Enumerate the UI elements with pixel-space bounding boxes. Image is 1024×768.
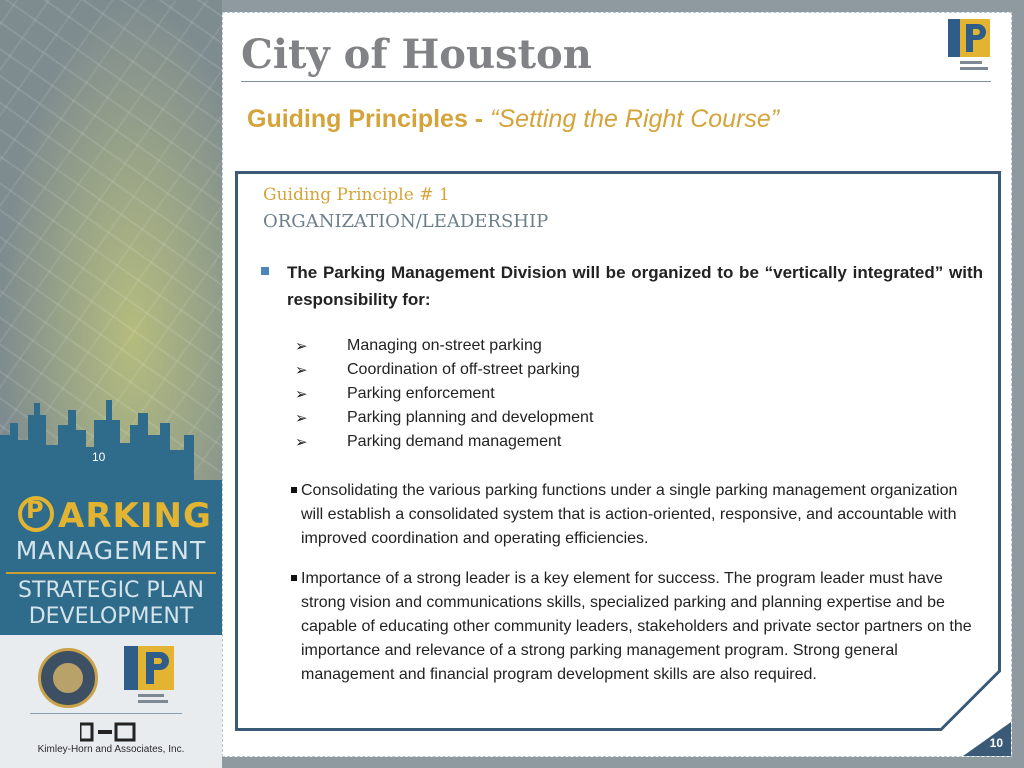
square-bullet-icon	[291, 487, 297, 493]
strategic-plan-brand-band	[0, 480, 222, 635]
consultant-name: Kimley-Horn and Associates, Inc.	[37, 744, 185, 755]
sidebar-artwork	[0, 0, 222, 768]
sidebar-page-number: 10	[92, 450, 106, 464]
city-seal-center	[51, 661, 85, 695]
kimley-horn-logo-icon	[80, 722, 136, 742]
square-bullet-icon	[291, 575, 297, 581]
list-item: ➢ Managing on-street parking	[295, 337, 542, 355]
consolidation-paragraph: Consolidating the various parking functions under a single parking management organization will establish a consolidated system that is action-oriented, responsive, and accountable with improved coordination and operating efficiencies.	[291, 479, 981, 551]
arrow-bullet-icon: ➢	[295, 386, 308, 403]
principle-name: ORGANIZATION/LEADERSHIP	[263, 211, 549, 232]
arrow-bullet-icon: ➢	[295, 410, 308, 427]
square-bullet-icon	[261, 267, 269, 275]
brand-word-management: MANAGEMENT	[15, 536, 207, 565]
brand-word-strategic-plan: STRATEGIC PLAN	[18, 578, 204, 603]
brand-word-development: DEVELOPMENT	[28, 604, 194, 629]
main-point	[261, 259, 983, 313]
arrow-bullet-icon: ➢	[295, 434, 308, 451]
arrow-bullet-icon: ➢	[295, 338, 308, 355]
page-title: City of Houston	[241, 31, 592, 78]
city-seal-icon	[38, 648, 98, 708]
city-parking-logo-small-icon	[124, 646, 176, 706]
skyline-silhouette	[0, 395, 222, 485]
brand-divider	[6, 572, 216, 574]
brand-words-strategic-plan	[0, 578, 222, 630]
list-item: ➢ Parking planning and development	[295, 409, 594, 427]
subtitle-main: Guiding Principles -	[247, 105, 491, 133]
parking-p-letter: P	[26, 496, 44, 524]
leadership-paragraph: Importance of a strong leader is a key element for success. The program leader must have strong vision and communications skills, specialized parking and planning expertise and be capable of educating other community leaders, stakeholders and private sector partners on the importance and relevance of a strong parking management program. Strong general management and financial program development skills are also required.	[291, 567, 981, 687]
sidebar-divider	[30, 713, 182, 714]
principle-number: Guiding Principle # 1	[263, 185, 450, 205]
list-item: ➢ Parking enforcement	[295, 385, 495, 403]
list-item: ➢ Parking demand management	[295, 433, 562, 451]
arrow-bullet-icon: ➢	[295, 362, 308, 379]
principle-content-box	[235, 171, 1001, 731]
main-point-text: The Parking Management Division will be organized to be “vertically integrated” with responsibility for:	[287, 263, 983, 309]
page-number: 10	[989, 736, 1003, 750]
list-item: ➢ Coordination of off-street parking	[295, 361, 580, 379]
slide-panel	[222, 12, 1012, 757]
responsibility-list	[295, 337, 935, 457]
title-divider	[241, 81, 991, 82]
slide-subtitle	[247, 105, 779, 134]
brand-word-parking: ARKING	[58, 496, 212, 536]
city-parking-logo-icon	[948, 19, 992, 77]
subtitle-emphasis: “Setting the Right Course”	[490, 105, 780, 133]
